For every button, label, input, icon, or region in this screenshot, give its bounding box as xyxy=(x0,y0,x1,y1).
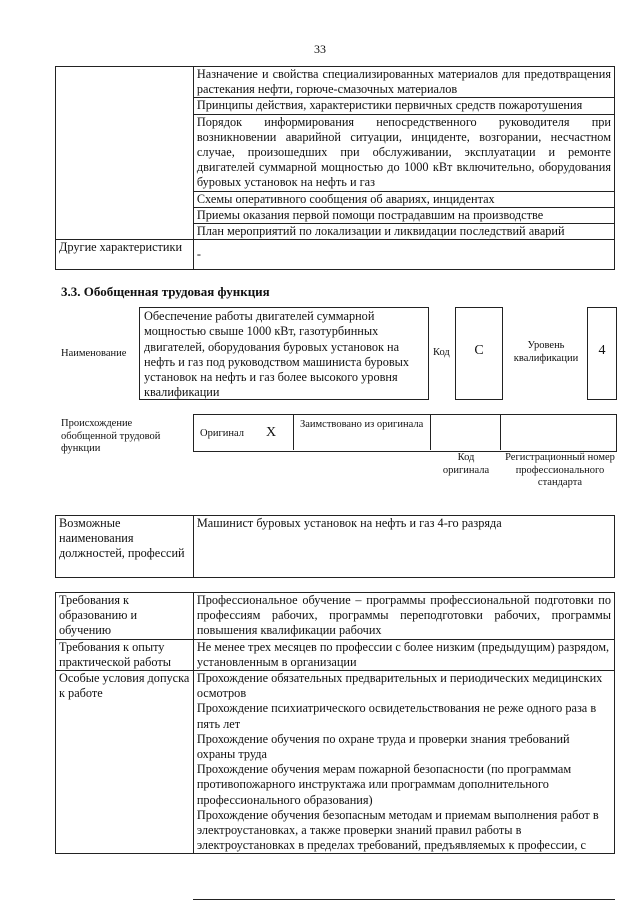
knowledge-item: План мероприятий по локализации и ликвидации последствий аварий xyxy=(193,224,614,240)
code-value: C xyxy=(474,343,484,358)
admission-item: Прохождение психиатрического освидетельствования не реже одного раза в пять лет xyxy=(196,701,597,731)
qualification-level-label: Уровень квалификации xyxy=(513,340,579,364)
section-title: 3.3. Обобщенная трудовая функция xyxy=(61,284,270,299)
other-characteristics-value: - xyxy=(193,240,614,270)
qualification-level-value: 4 xyxy=(598,343,606,358)
education-value: Профессиональное обучение – программы профессиональной подготовки по профессиям рабочих, программы переподготовки рабочих, программы повышения квалификации рабочих xyxy=(193,593,614,640)
reg-number-caption: Регистрационный номер профессионального стандарта xyxy=(505,452,615,488)
bottom-rule xyxy=(193,899,615,900)
code-label: Код xyxy=(433,347,450,358)
positions-table xyxy=(55,515,615,578)
knowledge-item: Назначение и свойства специализированных материалов для предотвращения растекания нефти, горюче-смазочных материалов xyxy=(193,67,614,98)
code-original-caption: Код оригинала xyxy=(442,452,490,476)
admission-item: Прохождение обучения мерам пожарной безопасности (по программам противопожарного инструктажа или программам дополнительного профессионального образования) xyxy=(196,762,572,807)
admission-value xyxy=(193,671,614,854)
education-label: Требования к образованию и обучению xyxy=(56,593,194,640)
knowledge-item: Порядок информирования непосредственного руководителя при возникновении аварийной ситуации, инциденте, возгорании, несчастном случае, произошедших при обслуживании, эксплуатации и ремонте двигателей суммарной мощностью до 1000 кВт включительно, оборудования буровых установок на нефть и газ xyxy=(193,114,614,191)
requirements-table xyxy=(55,592,615,854)
other-characteristics-label: Другие характеристики xyxy=(56,240,194,270)
original-label: Оригинал xyxy=(200,428,244,439)
origin-divider-3 xyxy=(500,414,501,450)
knowledge-table xyxy=(55,66,615,270)
original-mark: X xyxy=(266,425,277,440)
positions-label: Возможные наименования должностей, профессий xyxy=(56,516,194,578)
positions-value: Машинист буровых установок на нефть и газ 4-го разряда xyxy=(193,516,614,578)
admission-item: Прохождение обучения по охране труда и проверки знания требований охраны труда xyxy=(196,731,570,762)
admission-item: Прохождение обучения безопасным методам и приемам выполнения работ в электроустановках, а также проверки знаний правил работы в электроустановках в пределах требований, предъявляемых к профессии, с xyxy=(196,807,599,853)
knowledge-item: Принципы действия, характеристики первичных средств пожаротушения xyxy=(193,98,614,114)
origin-divider-2 xyxy=(430,414,431,450)
admission-item: Прохождение обязательных предварительных и периодических медицинских осмотров xyxy=(196,671,603,701)
experience-label: Требования к опыту практической работы xyxy=(56,639,194,670)
knowledge-item: Схемы оперативного сообщения об авариях, инцидентах xyxy=(193,191,614,207)
origin-divider-1 xyxy=(293,414,294,450)
borrowed-label: Заимствовано из оригинала xyxy=(300,419,424,430)
admission-label: Особые условия допуска к работе xyxy=(56,671,194,854)
origin-label: Происхождение обобщенной трудовой функции xyxy=(61,418,161,454)
name-label: Наименование xyxy=(61,348,127,359)
knowledge-item: Приемы оказания первой помощи пострадавшим на производстве xyxy=(193,207,614,223)
page-number: 33 xyxy=(314,42,326,56)
function-name-value: Обеспечение работы двигателей суммарной мощностью свыше 1000 кВт, газотурбинных двигателей, оборудования буровых установок на нефть и газ под руководством машиниста буровых установок на нефть и газ более высокого уровня квалификации xyxy=(144,309,410,400)
experience-value: Не менее трех месяцев по профессии с более низким (предыдущим) разрядом, установленным в организации xyxy=(193,639,614,670)
